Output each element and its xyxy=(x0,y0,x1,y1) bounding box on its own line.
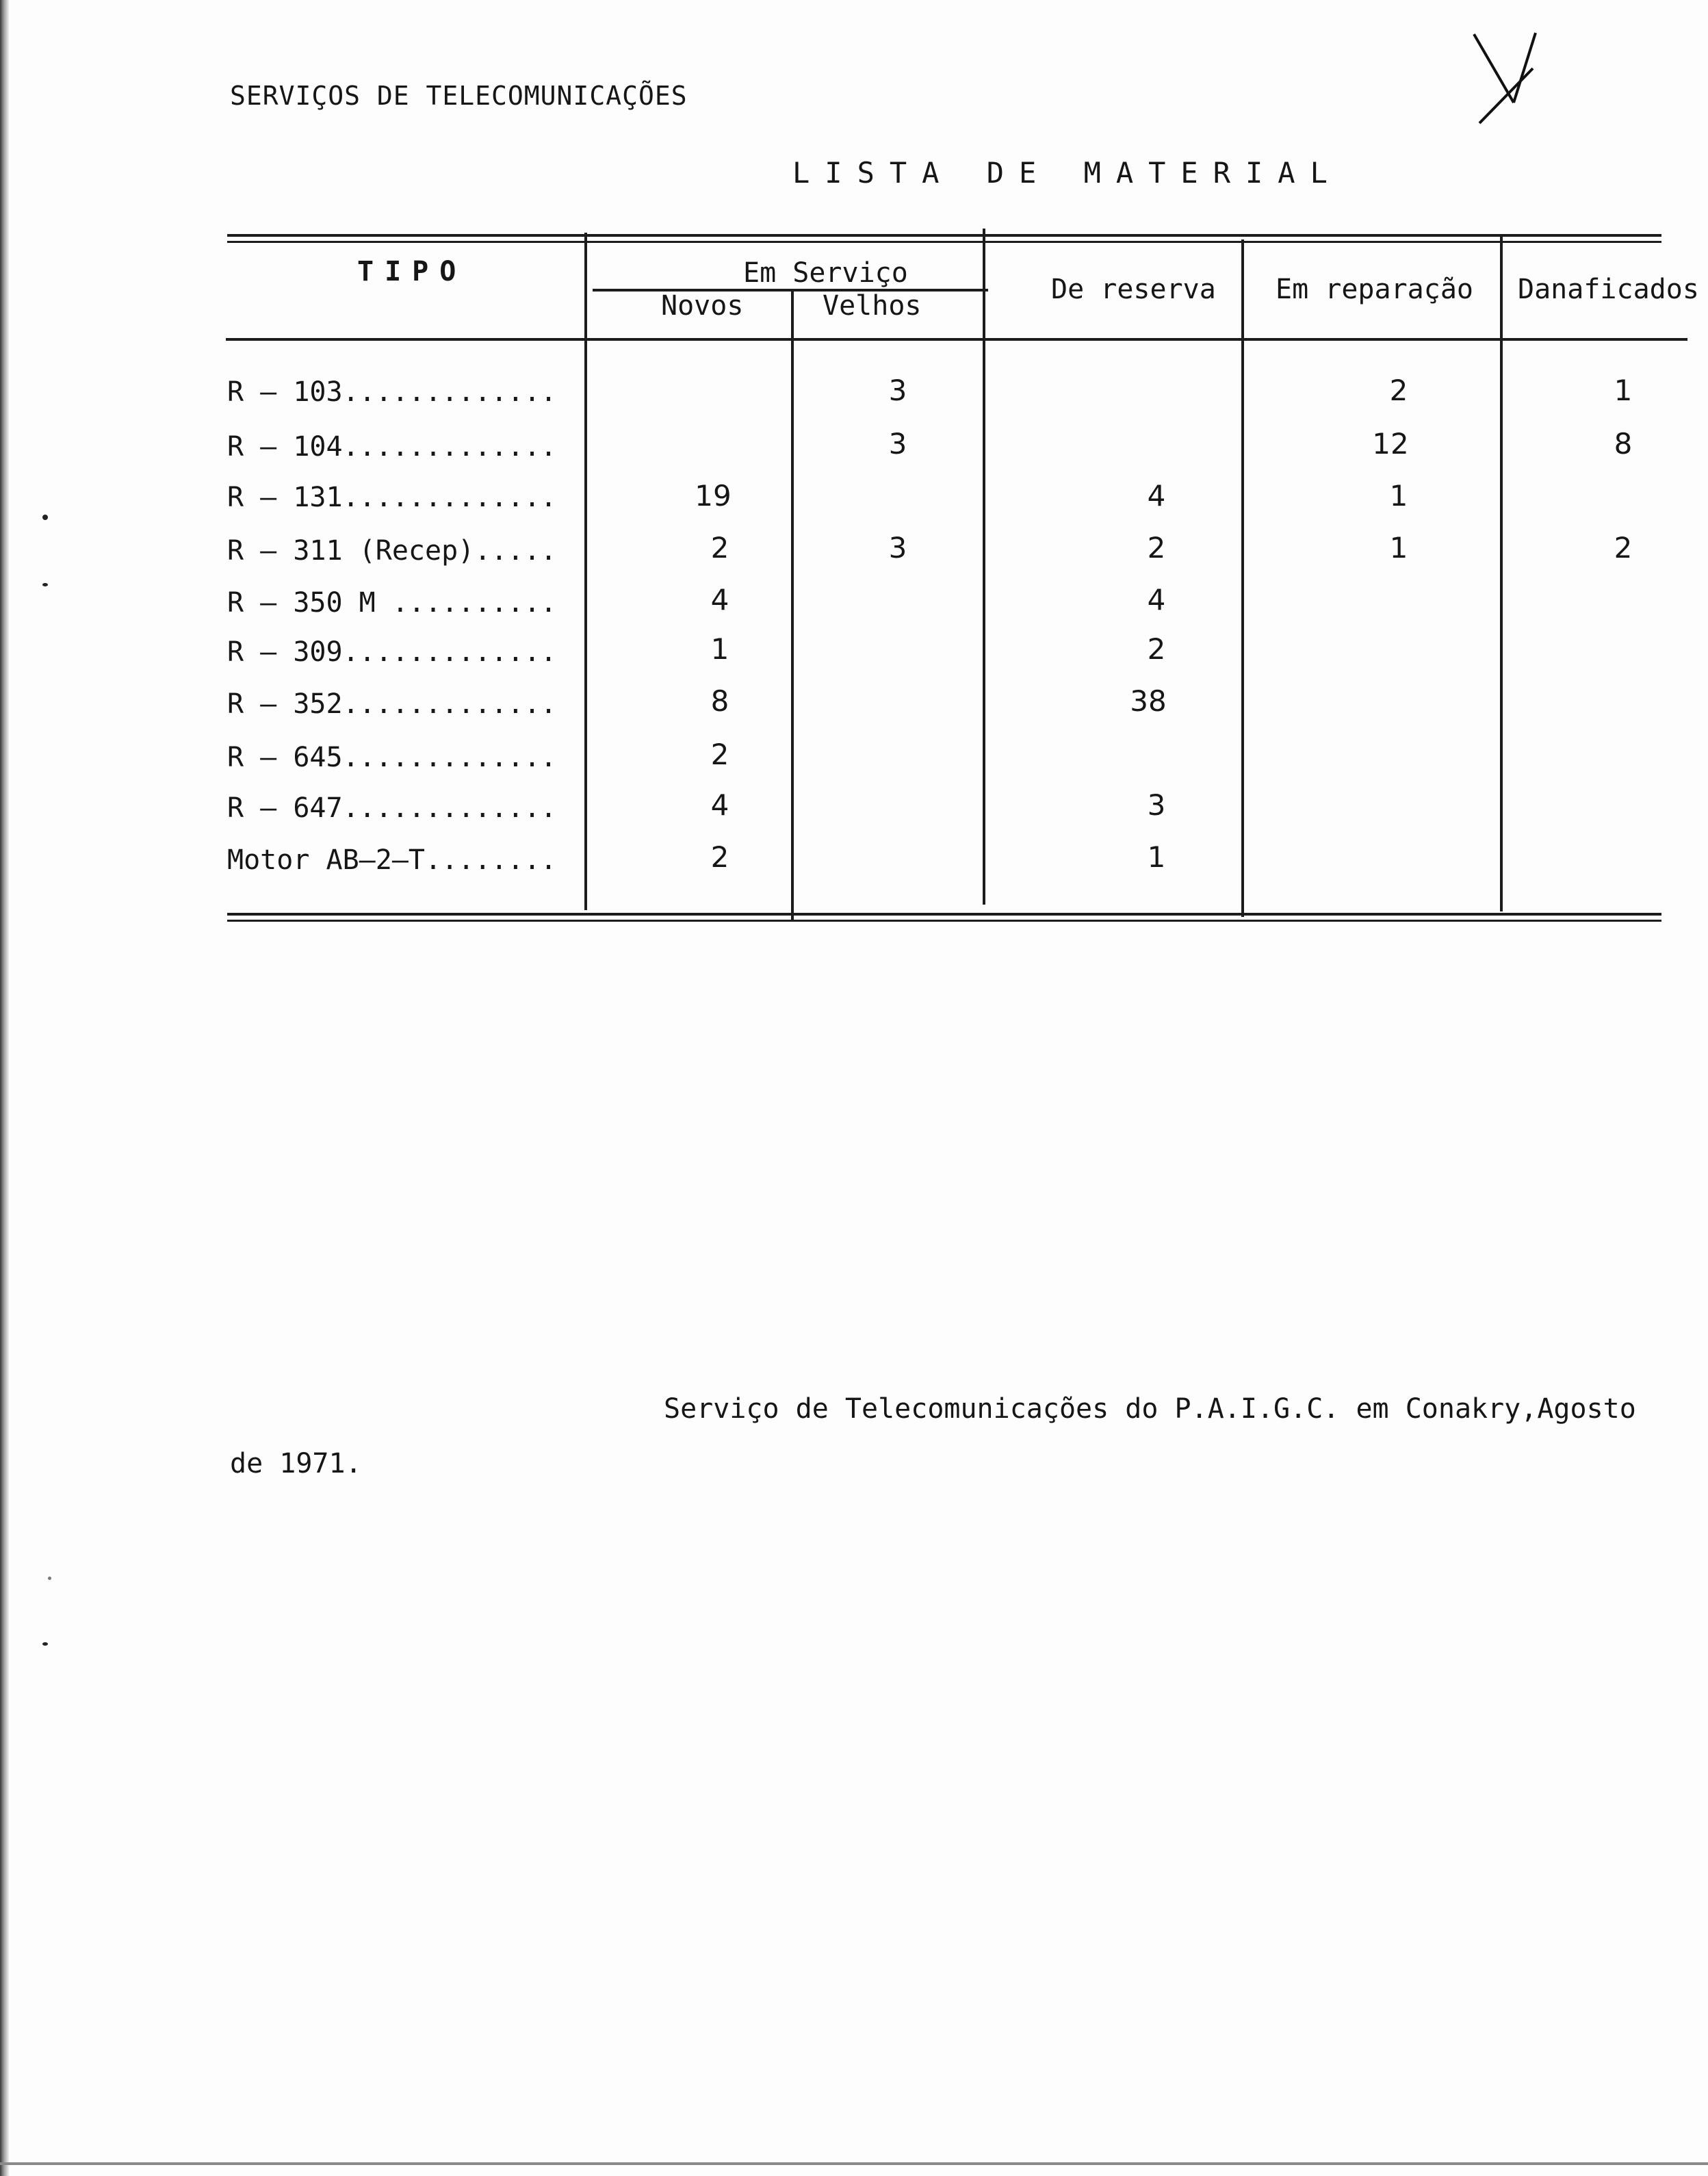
table-header-bottom-rule xyxy=(226,338,1687,341)
cell-reserva: 3 xyxy=(1147,788,1166,822)
column-header-em-reparacao: Em reparação xyxy=(1276,274,1473,305)
row-label: R – 311 (Recep)..... xyxy=(227,535,557,567)
row-label: R – 309............. xyxy=(227,636,557,668)
cell-novos: 4 xyxy=(710,583,729,617)
cell-reserva: 38 xyxy=(1130,684,1167,718)
row-label: R – 647............. xyxy=(227,792,557,824)
cell-novos: 19 xyxy=(695,479,732,513)
cell-reparacao: 1 xyxy=(1389,531,1408,565)
scan-speck xyxy=(48,1577,51,1580)
cell-reparacao: 12 xyxy=(1372,427,1409,461)
row-label: R – 352............. xyxy=(227,688,557,720)
column-header-de-reserva: De reserva xyxy=(1051,274,1216,305)
footer-date-line: de 1971. xyxy=(230,1448,362,1479)
cell-reparacao: 2 xyxy=(1389,374,1408,407)
col-divider-novos xyxy=(791,290,794,921)
column-header-novos: Novos xyxy=(661,290,744,322)
cell-danificados: 1 xyxy=(1614,374,1633,407)
row-label: R – 350 M .......... xyxy=(227,587,557,619)
cell-novos: 8 xyxy=(710,684,729,718)
table-bottom-rule-2 xyxy=(227,920,1661,922)
cell-reserva: 1 xyxy=(1147,840,1166,874)
cell-reparacao: 1 xyxy=(1389,479,1408,513)
col-divider-reparacao xyxy=(1500,234,1503,911)
cell-novos: 2 xyxy=(710,840,729,874)
cell-velhos: 3 xyxy=(888,531,907,565)
scan-speck xyxy=(42,515,48,520)
cell-novos: 4 xyxy=(710,788,729,822)
scan-edge-shadow xyxy=(0,0,10,2176)
em-servico-underline xyxy=(593,289,988,292)
col-divider-tipo xyxy=(584,233,587,910)
scan-speck xyxy=(42,1642,48,1646)
table-top-rule-2 xyxy=(227,241,1661,243)
row-label: R – 645............. xyxy=(227,742,557,773)
cell-reserva: 4 xyxy=(1147,479,1166,513)
column-header-em-servico: Em Serviço xyxy=(743,257,908,289)
column-header-danificados: Danaficados xyxy=(1518,274,1699,305)
row-label: R – 131............. xyxy=(227,482,557,513)
roman-numeral-mark xyxy=(1464,27,1560,137)
scan-speck xyxy=(42,583,48,586)
list-title: LISTA DE MATERIAL xyxy=(792,156,1343,190)
cell-novos: 2 xyxy=(710,531,729,565)
table-bottom-rule xyxy=(227,913,1661,916)
column-header-velhos: Velhos xyxy=(823,290,922,322)
cell-velhos: 3 xyxy=(888,374,907,407)
cell-reserva: 2 xyxy=(1147,531,1166,565)
col-divider-reserva xyxy=(1241,239,1244,917)
cell-reserva: 2 xyxy=(1147,632,1166,666)
row-label: R – 104............. xyxy=(227,431,557,463)
header-title: SERVIÇOS DE TELECOMUNICAÇÕES xyxy=(230,81,688,111)
footer-signature-line: Serviço de Telecomunicações do P.A.I.G.C. em Conakry,Agosto xyxy=(664,1393,1636,1425)
row-label: R – 103............. xyxy=(227,376,557,408)
cell-velhos: 3 xyxy=(888,427,907,461)
cell-danificados: 2 xyxy=(1614,531,1633,565)
table-top-rule xyxy=(227,234,1661,237)
cell-danificados: 8 xyxy=(1614,427,1633,461)
col-divider-velhos xyxy=(983,229,985,905)
column-header-tipo: TIPO xyxy=(357,256,467,287)
cell-reserva: 4 xyxy=(1147,583,1166,617)
cell-novos: 1 xyxy=(710,632,729,666)
scan-bottom-edge xyxy=(0,2162,1708,2165)
row-label: Motor AB–2–T........ xyxy=(227,844,557,876)
cell-novos: 2 xyxy=(710,738,729,771)
